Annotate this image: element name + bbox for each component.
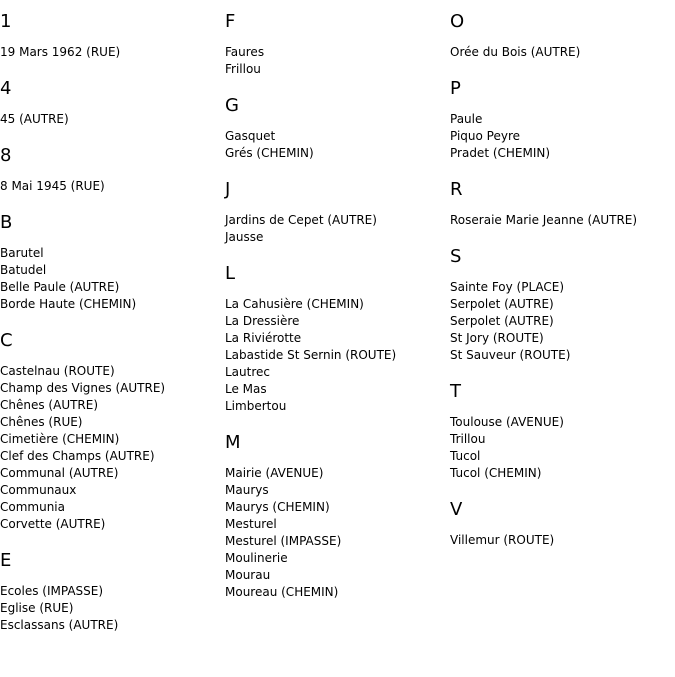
- street-item[interactable]: Tucol: [450, 449, 481, 463]
- street-item[interactable]: Paule: [450, 112, 483, 126]
- street-item[interactable]: Batudel: [0, 263, 47, 277]
- street-list: [450, 532, 675, 549]
- street-item[interactable]: Roseraie Marie Jeanne (AUTRE): [450, 213, 638, 227]
- street-item[interactable]: Champ des Vignes (AUTRE): [0, 381, 166, 395]
- letter-group: [450, 178, 675, 229]
- street-item[interactable]: Faures: [225, 45, 265, 59]
- letter-group: [0, 77, 225, 128]
- street-item[interactable]: Clef des Champs (AUTRE): [0, 449, 155, 463]
- letter-group: [0, 10, 225, 61]
- street-item[interactable]: Limbertou: [225, 399, 287, 413]
- street-item[interactable]: Trillou: [450, 432, 486, 446]
- street-item[interactable]: Pradet (CHEMIN): [450, 146, 551, 160]
- letter-heading: E: [0, 550, 12, 571]
- street-item[interactable]: Labastide St Sernin (ROUTE): [225, 348, 397, 362]
- street-item[interactable]: Barutel: [0, 246, 44, 260]
- letter-heading: O: [450, 11, 465, 32]
- street-item[interactable]: Moulinerie: [225, 551, 288, 565]
- street-list: [225, 465, 450, 601]
- letter-heading: 4: [0, 78, 12, 99]
- street-item[interactable]: Orée du Bois (AUTRE): [450, 45, 581, 59]
- street-item[interactable]: Belle Paule (AUTRE): [0, 280, 120, 294]
- street-item[interactable]: 45 (AUTRE): [0, 112, 69, 126]
- street-list: [450, 212, 675, 229]
- letter-heading: F: [225, 11, 236, 32]
- street-item[interactable]: Corvette (AUTRE): [0, 517, 106, 531]
- street-list: [225, 212, 450, 246]
- street-index-column-2: [225, 10, 450, 617]
- letter-heading: R: [450, 179, 463, 200]
- letter-heading: M: [225, 432, 241, 453]
- street-item[interactable]: Communia: [0, 500, 65, 514]
- street-list: [450, 414, 675, 482]
- street-list: [0, 363, 225, 533]
- street-item[interactable]: 8 Mai 1945 (RUE): [0, 179, 105, 193]
- street-item[interactable]: La Cahusière (CHEMIN): [225, 297, 364, 311]
- street-list: [450, 279, 675, 364]
- street-item[interactable]: Eglise (RUE): [0, 601, 74, 615]
- street-list: [225, 296, 450, 415]
- street-item[interactable]: Maurys (CHEMIN): [225, 500, 330, 514]
- letter-group: [0, 211, 225, 313]
- street-item[interactable]: Moureau (CHEMIN): [225, 585, 339, 599]
- street-item[interactable]: Lautrec: [225, 365, 270, 379]
- street-item[interactable]: Maurys: [225, 483, 269, 497]
- street-item[interactable]: Mairie (AVENUE): [225, 466, 324, 480]
- street-item[interactable]: Borde Haute (CHEMIN): [0, 297, 137, 311]
- letter-group: [450, 245, 675, 364]
- street-item[interactable]: Le Mas: [225, 382, 267, 396]
- street-item[interactable]: Mesturel: [225, 517, 277, 531]
- street-item[interactable]: Serpolet (AUTRE): [450, 314, 554, 328]
- street-item[interactable]: St Jory (ROUTE): [450, 331, 544, 345]
- street-item[interactable]: Ecoles (IMPASSE): [0, 584, 104, 598]
- street-item[interactable]: Jardins de Cepet (AUTRE): [225, 213, 377, 227]
- letter-group: [0, 549, 225, 634]
- letter-group: [0, 329, 225, 533]
- letter-heading: 8: [0, 145, 12, 166]
- street-item[interactable]: Communal (AUTRE): [0, 466, 119, 480]
- letter-heading: B: [0, 212, 13, 233]
- street-list: [0, 245, 225, 313]
- letter-heading: V: [450, 499, 463, 520]
- letter-group: [450, 77, 675, 162]
- street-item[interactable]: Communaux: [0, 483, 77, 497]
- letter-heading: S: [450, 246, 462, 267]
- letter-group: [450, 380, 675, 482]
- letter-group: [225, 94, 450, 162]
- street-item[interactable]: Castelnau (ROUTE): [0, 364, 115, 378]
- street-list: [0, 44, 225, 61]
- street-list: [225, 128, 450, 162]
- letter-group: [450, 498, 675, 549]
- letter-heading: L: [225, 263, 236, 284]
- street-item[interactable]: Esclassans (AUTRE): [0, 618, 119, 632]
- street-item[interactable]: 19 Mars 1962 (RUE): [0, 45, 121, 59]
- letter-heading: T: [450, 381, 461, 402]
- letter-heading: P: [450, 78, 461, 99]
- street-item[interactable]: Toulouse (AVENUE): [450, 415, 564, 429]
- street-list: [0, 111, 225, 128]
- letter-group: [0, 144, 225, 195]
- street-list: [450, 44, 675, 61]
- street-index-column-3: [450, 10, 675, 565]
- street-list: [450, 111, 675, 162]
- letter-group: [225, 10, 450, 78]
- letter-heading: J: [225, 179, 231, 200]
- letter-group: [225, 178, 450, 246]
- street-item[interactable]: Tucol (CHEMIN): [450, 466, 542, 480]
- street-item[interactable]: Serpolet (AUTRE): [450, 297, 554, 311]
- street-list: [0, 583, 225, 634]
- street-item[interactable]: St Sauveur (ROUTE): [450, 348, 571, 362]
- street-item[interactable]: Jausse: [225, 230, 264, 244]
- street-item[interactable]: Mourau: [225, 568, 271, 582]
- street-index-column-1: [0, 10, 225, 650]
- street-item[interactable]: Chênes (RUE): [0, 415, 83, 429]
- street-item[interactable]: Frillou: [225, 62, 261, 76]
- street-item[interactable]: Chênes (AUTRE): [0, 398, 99, 412]
- street-item[interactable]: La Dressière: [225, 314, 300, 328]
- street-item[interactable]: Cimetière (CHEMIN): [0, 432, 120, 446]
- street-item[interactable]: Mesturel (IMPASSE): [225, 534, 342, 548]
- street-item[interactable]: La Riviérotte: [225, 331, 302, 345]
- letter-heading: C: [0, 330, 13, 351]
- letter-group: [225, 262, 450, 415]
- street-item[interactable]: Piquo Peyre: [450, 129, 521, 143]
- street-list: [225, 44, 450, 78]
- street-item[interactable]: Grés (CHEMIN): [225, 146, 314, 160]
- street-list: [0, 178, 225, 195]
- letter-heading: G: [225, 95, 239, 116]
- street-item[interactable]: Sainte Foy (PLACE): [450, 280, 565, 294]
- letter-group: [225, 431, 450, 601]
- street-item[interactable]: Gasquet: [225, 129, 276, 143]
- letter-group: [450, 10, 675, 61]
- street-item[interactable]: Villemur (ROUTE): [450, 533, 555, 547]
- letter-heading: 1: [0, 11, 12, 32]
